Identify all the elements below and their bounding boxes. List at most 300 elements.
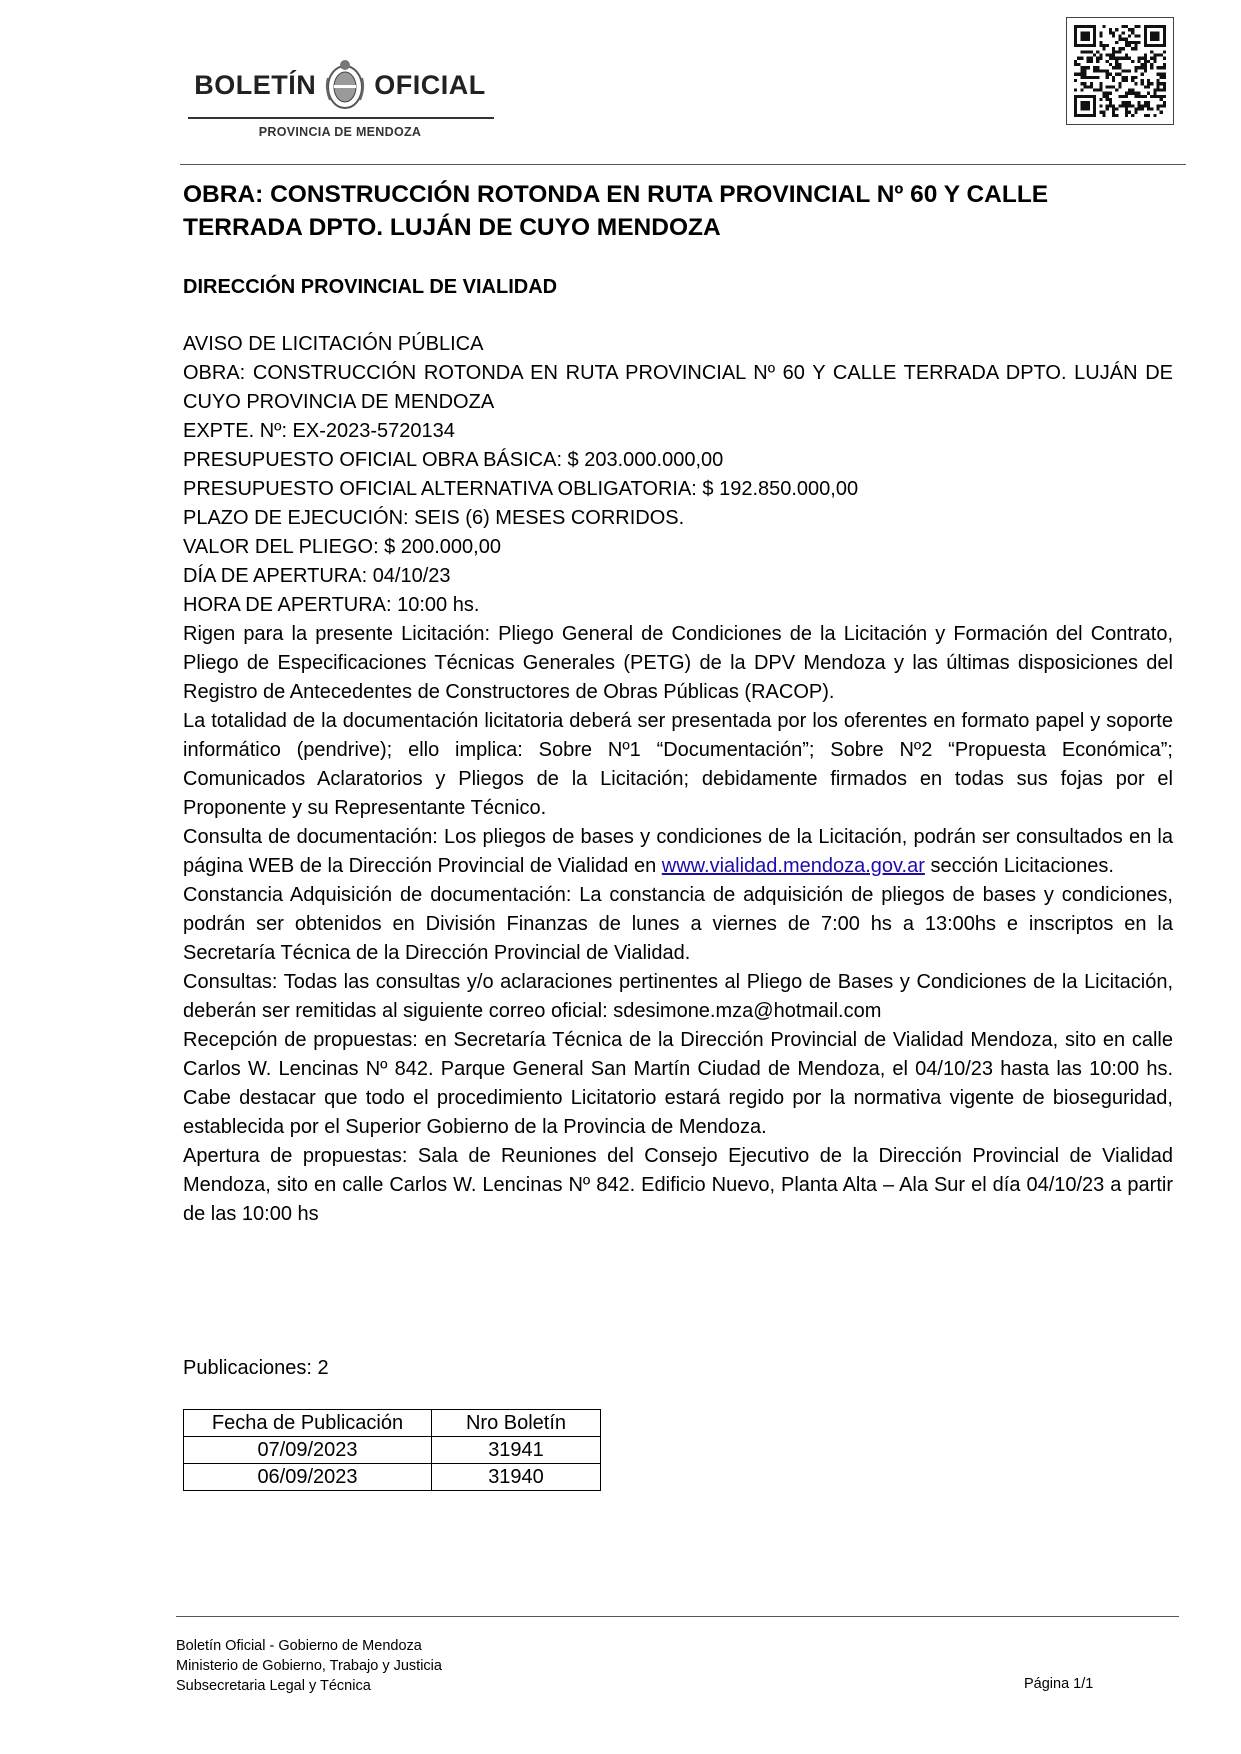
qr-module (1087, 25, 1090, 28)
qr-module (1084, 76, 1087, 79)
qr-module (1147, 92, 1150, 95)
qr-module (1087, 95, 1090, 98)
qr-module (1074, 111, 1077, 114)
qr-module (1141, 107, 1144, 110)
qr-module (1156, 54, 1159, 57)
qr-module (1087, 50, 1090, 53)
qr-module (1134, 69, 1137, 72)
paragraph-apertura: Apertura de propuestas: Sala de Reuniones del Consejo Ejecutivo de la Dirección Provincial de Vialidad Mendoza, sito en calle Carlos W. Lencinas Nº 842. Edificio Nuevo, Planta Alta – Ala Sur el día 04/10/23 a partir de las 10:00 hs (183, 1145, 1173, 1225)
consulta-text: Consulta de documentación: Los pliegos de bases y condiciones de la Licitación, podrán ser consultados en la página WEB de la Dirección Provincial de Vialidad en (183, 826, 1173, 877)
qr-module (1150, 66, 1153, 69)
table-header-row (184, 1410, 601, 1437)
qr-module (1160, 111, 1163, 114)
paragraph-recepcion: Recepción de propuestas: en Secretaría Técnica de la Dirección Provincial de Vialidad Mendoza, sito en calle Carlos W. Lencinas Nº 842. Parque General San Martín Ciudad de Mendoza, el 04/10/23 hasta las 10:00 hs. Cabe destacar que todo el procedimiento Licitatorio estará regido por la normativa vigente de bioseguridad, establecida por el Superior Gobierno de la Provincia de Mendoza. (183, 1029, 1173, 1138)
qr-module (1093, 76, 1096, 79)
qr-module (1115, 63, 1118, 66)
qr-module (1087, 76, 1090, 79)
qr-module (1093, 95, 1096, 98)
qr-module (1125, 95, 1128, 98)
qr-module (1103, 47, 1106, 50)
detail-presupuesto-alternativa: PRESUPUESTO OFICIAL ALTERNATIVA OBLIGATORIA: $ 192.850.000,00 (183, 478, 859, 500)
page-number: Página 1/1 (1024, 1676, 1094, 1692)
qr-module (1112, 47, 1115, 50)
qr-module (1141, 66, 1144, 69)
qr-code-icon (1066, 17, 1174, 125)
qr-module (1109, 31, 1112, 34)
qr-module (1147, 60, 1150, 63)
qr-module (1077, 25, 1080, 28)
qr-module (1096, 88, 1099, 91)
qr-module (1160, 44, 1163, 47)
qr-module (1115, 88, 1118, 91)
qr-module (1112, 114, 1115, 117)
qr-module (1084, 44, 1087, 47)
qr-module (1160, 95, 1163, 98)
qr-module (1093, 98, 1096, 101)
qr-module (1122, 104, 1125, 107)
qr-module (1109, 101, 1112, 104)
qr-module (1103, 95, 1106, 98)
qr-module (1144, 104, 1147, 107)
qr-module (1118, 35, 1121, 38)
qr-module (1156, 88, 1159, 91)
qr-module (1080, 88, 1083, 91)
qr-module (1156, 31, 1159, 34)
qr-module (1156, 66, 1159, 69)
publications-table (183, 1409, 601, 1491)
qr-module (1134, 92, 1137, 95)
qr-module (1141, 79, 1144, 82)
logo-divider (188, 117, 494, 119)
qr-module (1153, 35, 1156, 38)
qr-module (1150, 57, 1153, 60)
qr-module (1144, 54, 1147, 57)
provincial-seal-icon (322, 58, 368, 112)
qr-module (1077, 57, 1080, 60)
qr-module (1163, 63, 1166, 66)
qr-module (1090, 50, 1093, 53)
qr-module (1090, 60, 1093, 63)
qr-module (1147, 114, 1150, 117)
qr-module (1080, 114, 1083, 117)
qr-module (1125, 101, 1128, 104)
qr-module (1150, 63, 1153, 66)
qr-module (1093, 104, 1096, 107)
qr-module (1147, 85, 1150, 88)
detail-hora-apertura: HORA DE APERTURA: 10:00 hs. (183, 594, 480, 616)
qr-module (1118, 82, 1121, 85)
qr-module (1150, 95, 1153, 98)
qr-module (1141, 95, 1144, 98)
qr-module (1096, 76, 1099, 79)
qr-module (1160, 98, 1163, 101)
qr-module (1109, 98, 1112, 101)
issuing-entity: DIRECCIÓN PROVINCIAL DE VIALIDAD (183, 276, 558, 298)
qr-module (1122, 101, 1125, 104)
qr-module (1150, 38, 1153, 41)
qr-module (1137, 92, 1140, 95)
qr-module (1074, 98, 1077, 101)
qr-module (1134, 76, 1137, 79)
qr-module (1106, 60, 1109, 63)
table-row (184, 1464, 601, 1491)
qr-module (1160, 54, 1163, 57)
qr-module (1137, 66, 1140, 69)
qr-module (1103, 114, 1106, 117)
qr-module (1141, 57, 1144, 60)
qr-module (1125, 57, 1128, 60)
qr-module (1106, 95, 1109, 98)
qr-module (1144, 57, 1147, 60)
qr-module (1144, 114, 1147, 117)
qr-module (1074, 41, 1077, 44)
qr-module (1115, 66, 1118, 69)
qr-module (1099, 88, 1102, 91)
qr-module (1134, 44, 1137, 47)
qr-module (1096, 50, 1099, 53)
qr-module (1074, 63, 1077, 66)
qr-module (1144, 35, 1147, 38)
qr-module (1084, 95, 1087, 98)
qr-module (1144, 28, 1147, 31)
footer-line-2: Ministerio de Gobierno, Trabajo y Justicia (176, 1658, 442, 1674)
qr-module (1134, 35, 1137, 38)
qr-module (1118, 63, 1121, 66)
detail-obra: OBRA: CONSTRUCCIÓN ROTONDA EN RUTA PROVINCIAL Nº 60 Y CALLE TERRADA DPTO. LUJÁN DE CUYO PROVINCIA DE MENDOZA (183, 362, 1173, 413)
qr-module (1128, 41, 1131, 44)
qr-module (1150, 44, 1153, 47)
qr-module (1144, 31, 1147, 34)
qr-module (1077, 114, 1080, 117)
footer (176, 1636, 442, 1696)
qr-module (1074, 44, 1077, 47)
qr-module (1080, 31, 1083, 34)
qr-module (1112, 35, 1115, 38)
qr-module (1106, 98, 1109, 101)
qr-module (1141, 73, 1144, 76)
qr-module (1134, 107, 1137, 110)
qr-module (1096, 57, 1099, 60)
qr-module (1080, 57, 1083, 60)
qr-module (1087, 104, 1090, 107)
qr-module (1093, 114, 1096, 117)
qr-module (1125, 111, 1128, 114)
footer-line-1: Boletín Oficial - Gobierno de Mendoza (176, 1638, 422, 1654)
qr-module (1093, 111, 1096, 114)
qr-module (1080, 95, 1083, 98)
qr-module (1163, 41, 1166, 44)
qr-module (1115, 73, 1118, 76)
qr-module (1093, 66, 1096, 69)
paragraph-consultas: Consultas: Todas las consultas y/o aclaraciones pertinentes al Pliego de Bases y Condiciones de la Licitación, deberán ser remitidas al siguiente correo oficial: sdesimone.mza@hotmail.com (183, 971, 1173, 1022)
qr-module (1074, 95, 1077, 98)
qr-module (1163, 57, 1166, 60)
qr-module (1128, 101, 1131, 104)
qr-module (1099, 85, 1102, 88)
qr-module (1163, 88, 1166, 91)
qr-module (1144, 95, 1147, 98)
qr-module (1128, 104, 1131, 107)
qr-module (1084, 101, 1087, 104)
qr-module (1153, 44, 1156, 47)
qr-module (1134, 111, 1137, 114)
qr-module (1125, 25, 1128, 28)
qr-module (1144, 38, 1147, 41)
qr-module (1109, 57, 1112, 60)
qr-module (1147, 79, 1150, 82)
qr-module (1087, 114, 1090, 117)
qr-module (1090, 85, 1093, 88)
qr-module (1128, 35, 1131, 38)
qr-module (1080, 101, 1083, 104)
qr-module (1118, 38, 1121, 41)
qr-module (1125, 44, 1128, 47)
qr-module (1150, 107, 1153, 110)
qr-module (1074, 101, 1077, 104)
header-nro-boletin: Nro Boletín (432, 1410, 601, 1437)
title-line-1: OBRA: CONSTRUCCIÓN ROTONDA EN RUTA PROVINCIAL Nº 60 Y CALLE (183, 181, 1049, 208)
qr-module (1112, 31, 1115, 34)
qr-module (1131, 104, 1134, 107)
qr-module (1163, 73, 1166, 76)
qr-module (1087, 57, 1090, 60)
qr-module (1153, 114, 1156, 117)
qr-module (1118, 104, 1121, 107)
qr-module (1074, 31, 1077, 34)
qr-module (1122, 31, 1125, 34)
qr-module (1131, 92, 1134, 95)
qr-module (1153, 92, 1156, 95)
qr-module (1087, 38, 1090, 41)
qr-module (1156, 95, 1159, 98)
header-fecha: Fecha de Publicación (184, 1410, 432, 1437)
qr-module (1128, 57, 1131, 60)
qr-module (1141, 104, 1144, 107)
qr-module (1093, 41, 1096, 44)
qr-module (1153, 88, 1156, 91)
qr-module (1163, 50, 1166, 53)
detail-dia-apertura: DÍA DE APERTURA: 04/10/23 (183, 565, 451, 587)
qr-module (1087, 44, 1090, 47)
qr-module (1137, 41, 1140, 44)
qr-module (1122, 95, 1125, 98)
qr-module (1122, 38, 1125, 41)
qr-module (1099, 82, 1102, 85)
qr-module (1103, 92, 1106, 95)
qr-module (1163, 104, 1166, 107)
qr-module (1131, 114, 1134, 117)
qr-module (1137, 107, 1140, 110)
qr-module (1118, 57, 1121, 60)
qr-module (1074, 107, 1077, 110)
qr-module (1163, 85, 1166, 88)
qr-module (1144, 85, 1147, 88)
qr-module (1084, 107, 1087, 110)
qr-module (1118, 73, 1121, 76)
qr-module (1134, 95, 1137, 98)
qr-module (1112, 104, 1115, 107)
qr-module (1150, 25, 1153, 28)
footer-divider (176, 1616, 1179, 1617)
qr-module (1156, 107, 1159, 110)
qr-module (1160, 66, 1163, 69)
qr-module (1099, 41, 1102, 44)
qr-module (1106, 104, 1109, 107)
qr-module (1137, 35, 1140, 38)
qr-module (1103, 44, 1106, 47)
qr-module (1093, 44, 1096, 47)
qr-module (1112, 66, 1115, 69)
qr-module (1074, 28, 1077, 31)
qr-module (1099, 57, 1102, 60)
qr-module (1087, 107, 1090, 110)
qr-module (1106, 44, 1109, 47)
qr-module (1160, 73, 1163, 76)
qr-module (1080, 82, 1083, 85)
qr-module (1137, 104, 1140, 107)
qr-module (1090, 57, 1093, 60)
qr-module (1084, 50, 1087, 53)
qr-module (1141, 63, 1144, 66)
qr-module (1156, 104, 1159, 107)
qr-module (1141, 82, 1144, 85)
qr-module (1156, 44, 1159, 47)
table-row (184, 1437, 601, 1464)
qr-module (1144, 41, 1147, 44)
qr-module (1153, 25, 1156, 28)
qr-module (1134, 41, 1137, 44)
qr-module (1103, 69, 1106, 72)
qr-module (1115, 57, 1118, 60)
qr-module (1093, 69, 1096, 72)
qr-module (1137, 60, 1140, 63)
qr-module (1074, 79, 1077, 82)
qr-module (1125, 54, 1128, 57)
qr-module (1084, 85, 1087, 88)
qr-module (1099, 44, 1102, 47)
qr-module (1153, 95, 1156, 98)
qr-module (1099, 31, 1102, 34)
qr-module (1118, 85, 1121, 88)
qr-module (1137, 57, 1140, 60)
qr-module (1077, 63, 1080, 66)
qr-module (1163, 44, 1166, 47)
qr-module (1084, 35, 1087, 38)
qr-module (1163, 82, 1166, 85)
qr-module (1074, 38, 1077, 41)
qr-module (1128, 44, 1131, 47)
qr-module (1125, 114, 1128, 117)
qr-module (1115, 50, 1118, 53)
qr-module (1087, 31, 1090, 34)
qr-module (1156, 82, 1159, 85)
qr-module (1112, 50, 1115, 53)
vialidad-website-link[interactable]: www.vialidad.mendoza.gov.ar (661, 855, 925, 877)
qr-module (1128, 28, 1131, 31)
qr-module (1093, 38, 1096, 41)
qr-module (1147, 101, 1150, 104)
qr-module (1077, 44, 1080, 47)
qr-module (1106, 54, 1109, 57)
qr-module (1156, 73, 1159, 76)
qr-module (1153, 60, 1156, 63)
qr-module (1109, 92, 1112, 95)
qr-module (1160, 82, 1163, 85)
qr-module (1109, 63, 1112, 66)
qr-module (1134, 82, 1137, 85)
paragraph-consulta (183, 823, 1173, 881)
qr-module (1087, 35, 1090, 38)
qr-module (1106, 76, 1109, 79)
qr-module (1134, 47, 1137, 50)
qr-module (1080, 104, 1083, 107)
qr-module (1150, 35, 1153, 38)
qr-module (1122, 76, 1125, 79)
paragraph-rigen: Rigen para la presente Licitación: Pliego General de Condiciones de la Licitación y Formación del Contrato, Pliego de Especificaciones Técnicas Generales (PETG) de la DPV Mendoza y las últimas disposiciones del Registro de Antecedentes de Constructores de Obras Públicas (RACOP). (183, 623, 1173, 703)
qr-module (1112, 85, 1115, 88)
qr-module (1090, 114, 1093, 117)
qr-module (1153, 54, 1156, 57)
qr-module (1125, 69, 1128, 72)
qr-module (1156, 25, 1159, 28)
qr-module (1147, 107, 1150, 110)
qr-module (1084, 38, 1087, 41)
qr-module (1106, 73, 1109, 76)
cell-fecha: 06/09/2023 (184, 1464, 432, 1491)
qr-module (1115, 107, 1118, 110)
qr-module (1163, 28, 1166, 31)
qr-module (1109, 85, 1112, 88)
qr-module (1099, 54, 1102, 57)
qr-module (1137, 101, 1140, 104)
qr-module (1122, 79, 1125, 82)
qr-module (1084, 114, 1087, 117)
consulta-suffix: sección Licitaciones. (924, 855, 1114, 877)
qr-module (1084, 69, 1087, 72)
qr-module (1156, 85, 1159, 88)
qr-module (1109, 28, 1112, 31)
qr-module (1125, 92, 1128, 95)
paragraph-totalidad: La totalidad de la documentación licitatoria deberá ser presentada por los oferentes en formato papel y soporte informático (pendrive); ello implica: Sobre Nº1 “Documentación”; Sobre Nº2 “Propuesta Económica”; Comunicados Aclaratorios y Pliegos de la Licitación; debidamente firmados en todas sus fojas por el Proponente y su Representante Técnico. (183, 710, 1173, 819)
qr-module (1106, 107, 1109, 110)
qr-module (1118, 47, 1121, 50)
qr-module (1125, 104, 1128, 107)
qr-module (1144, 63, 1147, 66)
qr-module (1084, 66, 1087, 69)
qr-module (1122, 57, 1125, 60)
qr-module (1096, 69, 1099, 72)
qr-module (1112, 76, 1115, 79)
qr-module (1087, 60, 1090, 63)
qr-module (1093, 54, 1096, 57)
qr-module (1084, 31, 1087, 34)
qr-module (1084, 104, 1087, 107)
qr-module (1115, 60, 1118, 63)
qr-module (1099, 35, 1102, 38)
qr-module (1131, 79, 1134, 82)
qr-module (1106, 85, 1109, 88)
detail-aviso: AVISO DE LICITACIÓN PÚBLICA (183, 333, 484, 355)
qr-module (1144, 69, 1147, 72)
qr-module (1084, 73, 1087, 76)
qr-module (1115, 41, 1118, 44)
page-title (183, 178, 1183, 244)
qr-module (1118, 95, 1121, 98)
qr-module (1080, 107, 1083, 110)
qr-module (1163, 25, 1166, 28)
qr-module (1099, 69, 1102, 72)
qr-module (1090, 95, 1093, 98)
